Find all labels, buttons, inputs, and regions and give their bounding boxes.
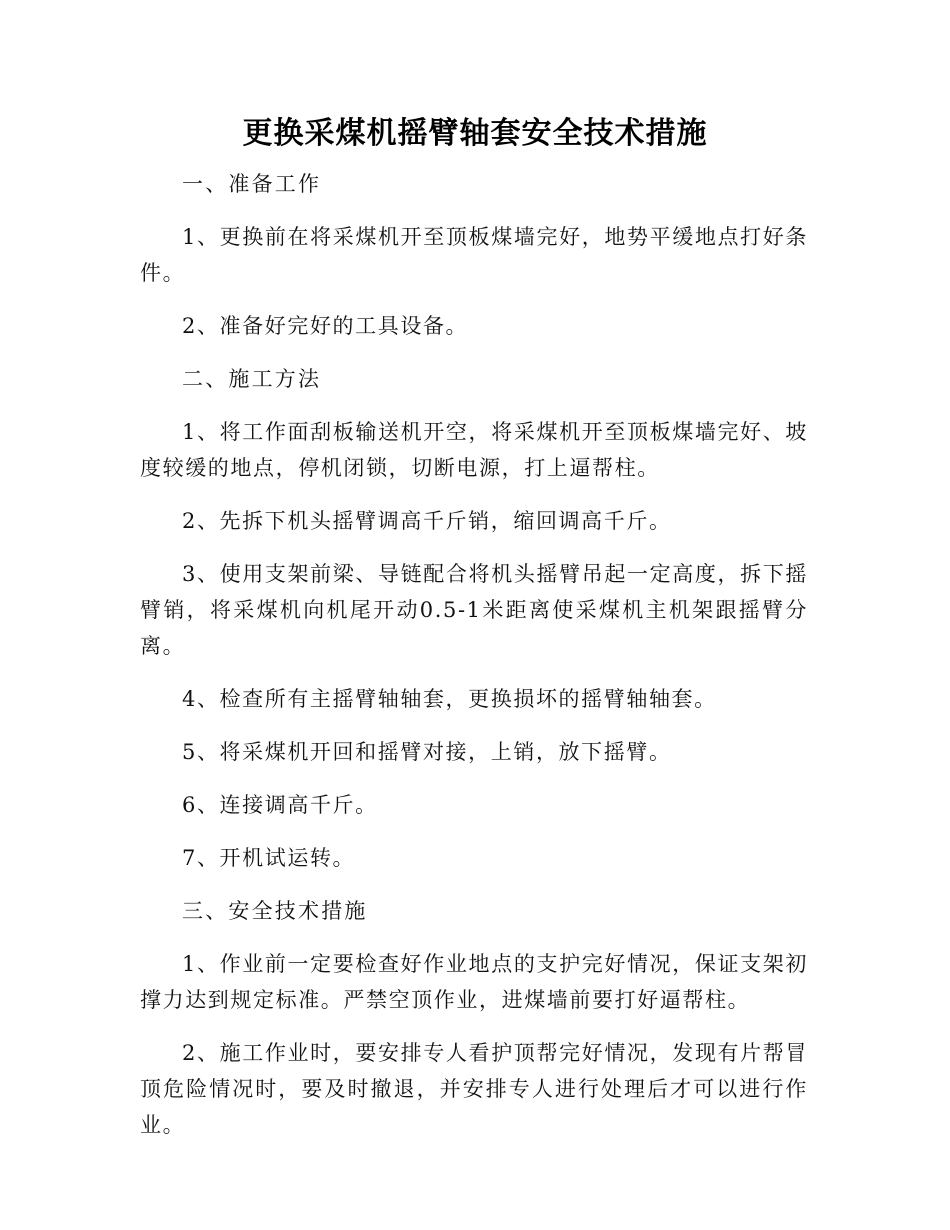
section-heading-safety: 三、安全技术措施 <box>182 899 368 923</box>
paragraph: 4、检查所有主摇臂轴轴套，更换损坏的摇臂轴轴套。 <box>182 687 717 711</box>
paragraph: 1、更换前在将采煤机开至顶板煤墙完好，地势平缓地点打好条件。 <box>140 225 808 285</box>
paragraph: 7、开机试运转。 <box>182 846 356 870</box>
document-body <box>140 166 808 1160</box>
paragraph: 1、作业前一定要检查好作业地点的支护完好情况，保证支架初撑力达到规定标准。严禁空顶作业，进煤墙前要打好逼帮柱。 <box>140 952 808 1012</box>
paragraph: 6、连接调高千斤。 <box>182 793 378 817</box>
paragraph: 2、施工作业时，要安排专人看护顶帮完好情况，发现有片帮冒顶危险情况时，要及时撤退，并安排专人进行处理后才可以进行作业。 <box>140 1041 808 1137</box>
paragraph: 5、将采煤机开回和摇臂对接，上销，放下摇臂。 <box>182 740 672 764</box>
paragraph: 1、将工作面刮板输送机开空，将采煤机开至顶板煤墙完好、坡度较缓的地点，停机闭锁，切断电源，打上逼帮柱。 <box>140 420 808 480</box>
section-heading-method: 二、施工方法 <box>182 367 322 391</box>
section-heading-preparation: 一、准备工作 <box>182 172 322 196</box>
paragraph: 2、准备好完好的工具设备。 <box>182 314 469 338</box>
paragraph: 3、使用支架前梁、导链配合将机头摇臂吊起一定高度，拆下摇臂销，将采煤机向机尾开动0.5-1米距离使采煤机主机架跟摇臂分离。 <box>140 562 808 658</box>
paragraph: 2、先拆下机头摇臂调高千斤销，缩回调高千斤。 <box>182 509 672 533</box>
document-title: 更换采煤机摇臂轴套安全技术措施 <box>242 116 708 151</box>
